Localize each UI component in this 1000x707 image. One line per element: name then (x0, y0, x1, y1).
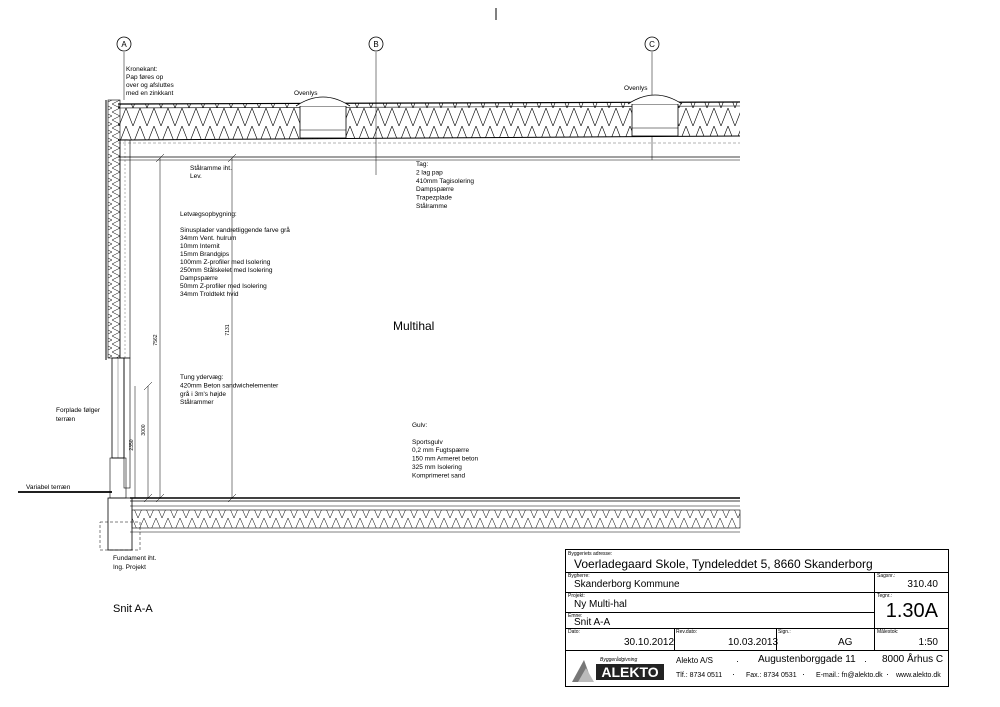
tag-line-4: Dampspærre (416, 186, 454, 194)
kronekant-line-2: Pap føres op (126, 74, 164, 81)
tb-dates-row (566, 628, 948, 651)
gulv-line-6: 325 mm Isolering (412, 464, 462, 471)
label-forplade (56, 407, 101, 423)
svg-text:terræn: terræn (56, 416, 76, 423)
grid-bubble-a (117, 37, 131, 51)
label-tag (416, 161, 474, 210)
tb-owner-label: Bygherre: (568, 573, 590, 579)
tb-divider (874, 612, 875, 628)
letvaeg-line-3: Sinusplader vandretliggende farve grå (180, 227, 290, 234)
tung-line-4: Stålrammer (180, 399, 214, 407)
tb-divider (874, 628, 875, 650)
svg-text:Lev.: Lev. (190, 173, 202, 180)
tag-line-5: Trapezplade (416, 194, 452, 202)
section-title: Snit A-A (113, 603, 153, 615)
tag-line-2: 2 lag pap (416, 169, 443, 177)
tb-rev-label: Rev.dato: (676, 629, 698, 635)
letvaeg-line-11: 34mm Troldtekt hvid (180, 291, 239, 298)
tb-bullet: · (864, 656, 867, 666)
tb-address: Voerladegaard Skole, Tyndeleddet 5, 8660 Skanderborg (574, 557, 873, 571)
tb-tlf: Tlf.: 8734 0511 (676, 672, 723, 679)
tb-bullet: · (886, 669, 889, 679)
grid-label-b: B (373, 40, 379, 49)
tb-scale: 1:50 (918, 637, 938, 648)
label-ovenlys-2: Ovenlys (624, 85, 648, 92)
letvaeg-line-1: Letvægsopbygning: (180, 211, 237, 218)
tb-tegnr: 1.30A (885, 600, 938, 622)
tb-sagsnr: 310.40 (907, 579, 938, 590)
tb-divider (874, 592, 875, 612)
tung-line-2: 420mm Beton sandwichelementer (180, 382, 279, 390)
dimension-lines (135, 154, 236, 502)
tb-bullet: · (736, 656, 739, 666)
tb-company: Alekto A/S (676, 656, 713, 665)
tb-divider (874, 572, 875, 592)
tb-address-label: Byggeriets adresse: (568, 551, 613, 557)
letvaeg-line-8: 250mm Stålskelet med Isolering (180, 267, 273, 274)
svg-text:ALEKTO: ALEKTO (601, 664, 659, 680)
dimension-7131: 7131 (225, 324, 231, 336)
tb-project-label: Projekt: (568, 593, 585, 599)
tb-email: E-mail.: fn@alekto.dk (816, 672, 883, 679)
floor (130, 498, 740, 532)
tb-owner-row (566, 572, 948, 593)
label-ovenlys-1: Ovenlys (294, 90, 318, 97)
grid-bubble-c (645, 37, 659, 51)
tb-dato: 30.10.2012 (624, 637, 675, 648)
tb-street: Augustenborggade 11 (758, 654, 856, 665)
tb-emne-label: Emne: (568, 613, 583, 619)
svg-text:Byggerådgivning: Byggerådgivning (600, 657, 638, 663)
tag-line-1: Tag: (416, 161, 429, 168)
label-staalramme (190, 164, 232, 180)
dimension-2350: 2350 (129, 439, 135, 451)
label-variabel-terraen: Variabel terræn (26, 484, 71, 491)
label-tung (180, 374, 279, 406)
tb-divider (776, 628, 777, 650)
tb-bullet: · (732, 669, 735, 679)
dimension-3000: 3000 (141, 424, 147, 436)
tb-emne: Snit A-A (574, 617, 611, 628)
gulv-line-5: 150 mm Armeret beton (412, 455, 479, 463)
tb-project: Ny Multi-hal (574, 599, 627, 610)
heavy-wall (110, 358, 130, 498)
gulv-line-7: Komprimeret sand (412, 472, 466, 480)
gulv-line-3: Sportsgulv (412, 438, 443, 446)
label-letvaeg (180, 211, 290, 298)
grid-label-a: A (121, 40, 127, 49)
room-name: Multihal (393, 319, 435, 333)
kronekant-line-3: over og afsluttes (126, 82, 174, 89)
tb-web: www.alekto.dk (896, 672, 941, 679)
tag-line-3: 410mm Tagisolering (416, 177, 475, 185)
letvaeg-line-10: 50mm Z-profiler med Isolering (180, 283, 267, 290)
tag-line-6: Stålramme (416, 203, 448, 210)
svg-text:Ing. Projekt: Ing. Projekt (113, 564, 146, 571)
letvaeg-line-5: 10mm Internit (180, 243, 220, 250)
tb-city: 8000 Århus C (882, 654, 944, 665)
grid-label-c: C (649, 40, 655, 49)
tb-fax: Fax.: 8734 0531 (746, 672, 797, 679)
svg-text:Fundament iht.: Fundament iht. (113, 555, 157, 562)
label-fundament (113, 555, 157, 571)
letvaeg-line-4: 34mm Vent. hulrum (180, 235, 237, 242)
tb-sign-label: Sign.: (778, 629, 791, 635)
dimension-7562: 7562 (153, 334, 159, 346)
letvaeg-line-6: 15mm Brandgips (180, 251, 230, 258)
kronekant-line-1: Kronekant: (126, 66, 158, 73)
tb-tegnr-label: Tegnr.: (877, 593, 893, 599)
grid-bubble-b (369, 37, 383, 51)
svg-text:Stålramme iht.: Stålramme iht. (190, 165, 232, 172)
kronekant-line-4: med en zinkkant (126, 90, 174, 97)
tb-dato-label: Dato: (568, 629, 580, 635)
svg-text:Forplade følger: Forplade følger (56, 407, 101, 414)
tb-scale-label: Målestok: (877, 629, 899, 635)
tb-divider (674, 628, 675, 650)
tb-company-row (566, 650, 948, 688)
label-kronekant (126, 66, 174, 97)
tb-sagsnr-label: Sagsnr.: (877, 573, 896, 579)
tb-bullet: · (802, 669, 805, 679)
tb-owner: Skanderborg Kommune (574, 579, 680, 590)
tb-address-row (566, 550, 948, 573)
letvaeg-line-7: 100mm Z-profiler med Isolering (180, 259, 271, 266)
gulv-line-4: 0,2 mm Fugtspærre (412, 447, 470, 455)
tb-rev: 10.03.2013 (728, 637, 779, 648)
label-gulv (412, 422, 478, 479)
skylight-2 (628, 95, 682, 136)
skylight-1 (296, 97, 350, 138)
alekto-logo (570, 654, 666, 684)
tung-line-1: Tung ydervæg: (180, 374, 224, 381)
letvaeg-line-9: Dampspærre (180, 275, 218, 282)
tung-line-3: grå i 3m's højde (180, 390, 227, 398)
tb-sign: AG (838, 637, 853, 648)
title-block (565, 549, 949, 687)
gulv-line-1: Gulv: (412, 422, 428, 429)
